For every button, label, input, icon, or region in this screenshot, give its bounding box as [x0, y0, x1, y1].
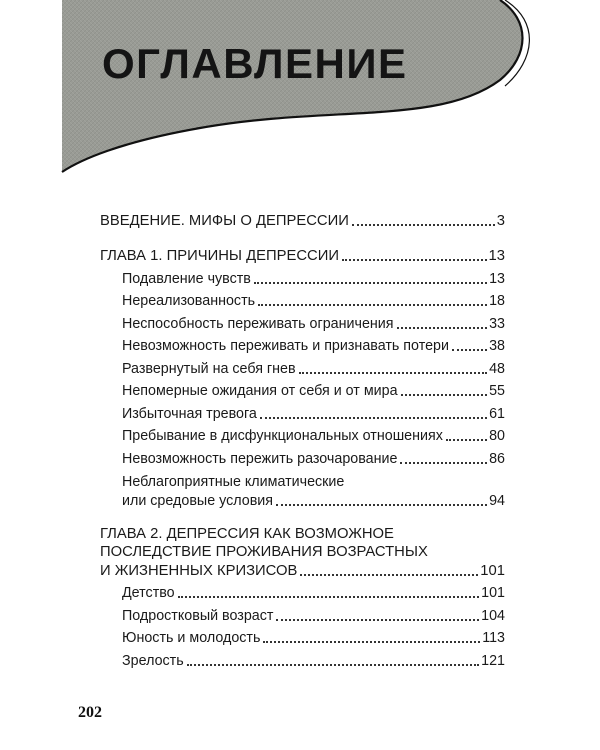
toc-label: Юность и молодость — [122, 630, 261, 646]
toc-label: Невозможность пережить разочарование — [122, 450, 398, 467]
toc-chapter-1 — [100, 244, 505, 267]
toc-page: 13 — [489, 270, 505, 287]
toc-label-line: Неблагоприятные климатические — [122, 473, 345, 490]
toc-label-line: И ЖИЗНЕННЫХ КРИЗИСОВ — [100, 562, 298, 579]
toc-label: Подавление чувств — [122, 270, 251, 287]
dot-leader — [401, 394, 488, 396]
toc-item — [100, 648, 505, 671]
toc-label: ГЛАВА 1. ПРИЧИНЫ ДЕПРЕССИИ — [100, 248, 340, 264]
dot-leader — [254, 282, 487, 284]
dot-leader — [260, 417, 487, 419]
toc-page: 101 — [480, 562, 505, 579]
toc-label-line: ПОСЛЕДСТВИЕ ПРОЖИВАНИЯ ВОЗРАСТНЫХ — [100, 543, 428, 560]
dot-leader — [300, 574, 478, 576]
toc-chapter-2 — [100, 525, 505, 581]
toc-item — [100, 334, 505, 357]
toc-label: Пребывание в дисфункциональных отношениях — [122, 428, 443, 444]
dot-leader — [276, 619, 479, 621]
toc-page: 3 — [496, 212, 505, 229]
dot-leader — [452, 349, 487, 351]
toc-label: Избыточная тревога — [122, 405, 257, 422]
toc-label: Детство — [122, 585, 175, 601]
dot-leader — [263, 641, 480, 643]
toc-page: 101 — [481, 585, 505, 601]
toc-page: 18 — [489, 293, 505, 309]
toc-page: 48 — [489, 360, 505, 377]
toc-label: Подростковый возраст — [122, 607, 274, 624]
dot-leader — [299, 372, 488, 374]
toc-page: 80 — [489, 428, 505, 444]
dot-leader — [187, 664, 479, 666]
toc-item — [100, 356, 505, 379]
table-of-contents — [100, 208, 505, 671]
toc-page: 55 — [489, 383, 505, 399]
toc-label: ВВЕДЕНИЕ. МИФЫ О ДЕПРЕССИИ — [100, 212, 349, 229]
toc-item — [100, 581, 505, 604]
toc-page: 33 — [489, 315, 505, 332]
toc-page: 104 — [481, 607, 505, 624]
toc-label: Развернутый на себя гнев — [122, 360, 296, 377]
dot-leader — [352, 224, 495, 226]
page-title: ОГЛАВЛЕНИЕ — [102, 40, 408, 87]
dot-leader — [400, 462, 487, 464]
toc-item — [100, 424, 505, 447]
toc-item — [100, 266, 505, 289]
toc-label: Непомерные ожидания от себя и от мира — [122, 383, 398, 399]
page-number: 202 — [78, 704, 102, 721]
header-background — [0, 0, 600, 210]
toc-label: Зрелость — [122, 652, 184, 669]
toc-item-multiline — [100, 473, 505, 511]
toc-label: Нереализованность — [122, 293, 256, 309]
toc-label-line: или средовые условия — [122, 492, 274, 509]
dot-leader — [178, 596, 480, 598]
toc-item — [100, 311, 505, 334]
toc-page: 13 — [488, 248, 505, 264]
toc-page: 113 — [482, 630, 505, 646]
toc-intro — [100, 208, 505, 231]
dot-leader — [276, 504, 487, 506]
toc-label: Неспособность переживать ограничения — [122, 315, 394, 332]
toc-item — [100, 289, 505, 312]
toc-page: 94 — [489, 492, 505, 509]
toc-page: 121 — [481, 652, 505, 669]
toc-page: 86 — [489, 450, 505, 467]
toc-item — [100, 603, 505, 626]
dot-leader — [446, 439, 487, 441]
toc-page: 38 — [489, 338, 505, 354]
toc-label-line: ГЛАВА 2. ДЕПРЕССИЯ КАК ВОЗМОЖНОЕ — [100, 525, 394, 542]
dot-leader — [258, 304, 487, 306]
toc-item — [100, 401, 505, 424]
toc-item — [100, 446, 505, 469]
dot-leader — [342, 259, 487, 261]
toc-item — [100, 379, 505, 402]
dot-leader — [397, 327, 488, 329]
toc-item — [100, 626, 505, 649]
toc-label: Невозможность переживать и признавать потери — [122, 338, 449, 354]
toc-page: 61 — [489, 405, 505, 422]
